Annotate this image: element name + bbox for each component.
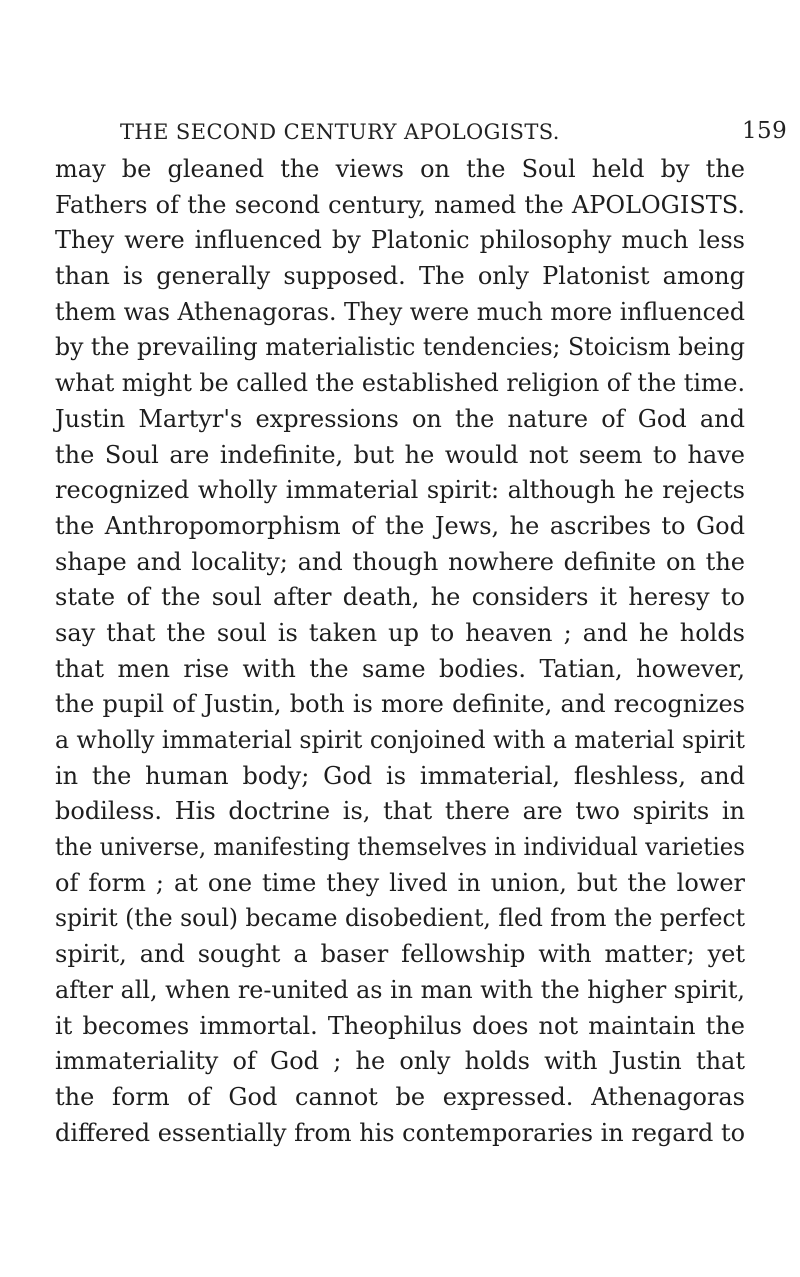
text-line: a wholly immaterial spirit conjoined with a material spirit [55,726,745,754]
text-line: bodiless. His doctrine is, that there are two spirits in [55,797,745,826]
text-line: shape and locality; and though nowhere definite on the [55,547,745,576]
text-line: after all, when re-united as in man with the higher spirit, [55,975,745,1004]
text-line: say that the soul is taken up to heaven ; and he holds [55,618,745,647]
text-line: what might be called the established religion of the time. [55,369,745,398]
text-line: the form of God cannot be expressed. Athenagoras [55,1082,745,1111]
text-line: Fathers of the second century, named the APOLOGISTS. [55,190,745,219]
page-header [118,116,800,144]
text-line: differed essentially from his contemporaries in regard to [55,1118,745,1147]
text-line: them was Athenagoras. They were much more influenced [55,297,745,326]
text-line: spirit, and sought a baser fellowship with matter; yet [55,940,745,969]
text-line: the pupil of Justin, both is more definite, and recognizes [55,690,745,719]
text-line: that men rise with the same bodies. Tatian, however, [55,654,745,683]
text-line: the Anthropomorphism of the Jews, he ascribes to God [55,511,745,540]
text-line: than is generally supposed. The only Platonist among [55,262,745,291]
text-line: spirit (the soul) became disobedient, fled from the perfect [55,904,745,933]
page-number: 159 [742,118,788,144]
text-line: in the human body; God is immaterial, fleshless, and [55,761,745,790]
text-line: Justin Martyr's expressions on the nature of God and [55,404,745,433]
text-line: the Soul are indefinite, but he would not seem to have [55,440,745,469]
text-line: by the prevailing materialistic tendencies; Stoicism being [55,333,745,362]
text-line: may be gleaned the views on the Soul held by the [55,155,745,183]
text-line: the universe, manifesting themselves in individual varieties [55,833,745,862]
text-line: They were influenced by Platonic philosophy much less [55,226,745,255]
text-line: of form ; at one time they lived in union, but the lower [55,868,745,897]
text-line: recognized wholly immaterial spirit: although he rejects [55,476,745,505]
body-text [55,152,800,1151]
text-line: state of the soul after death, he considers it heresy to [55,583,745,612]
text-line: it becomes immortal. Theophilus does not maintain the [55,1011,745,1040]
running-title: THE SECOND CENTURY APOLOGISTS. [120,120,560,144]
text-line: immateriality of God ; he only holds with Justin that [55,1047,745,1076]
